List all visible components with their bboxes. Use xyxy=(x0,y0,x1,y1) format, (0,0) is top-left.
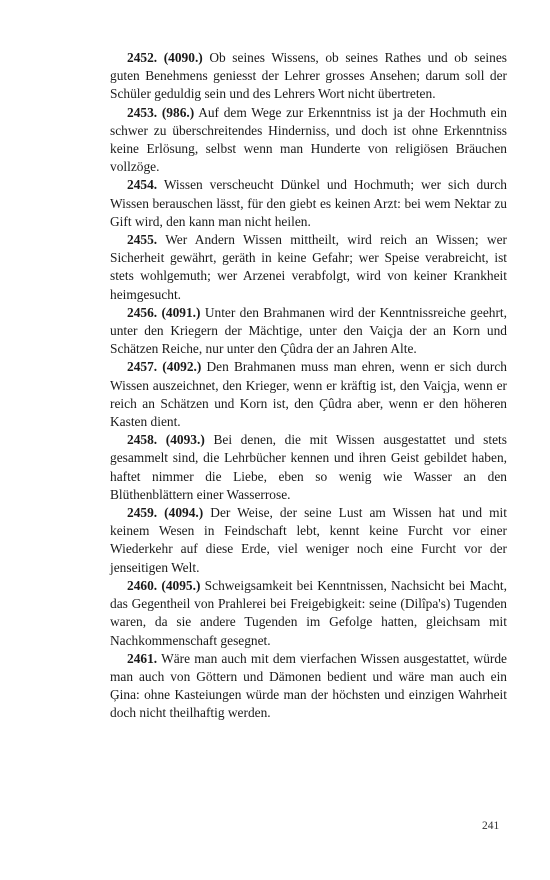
entry-number: 2458. (4093.) xyxy=(127,432,205,448)
entry-2459 xyxy=(110,504,507,577)
entry-text: Schweigsamkeit bei Kenntnissen, Nachsicht bei Macht, das Gegentheil von Prahlerei bei Freigebigkeit: seine (Dilîpa's) Tugenden waren, da sie andere Tugenden im Gefolge hatten, gleichsam mit Nachkommenschaft gesegnet. xyxy=(110,577,507,648)
entry-2454 xyxy=(110,176,507,231)
entry-text: Den Brahmanen muss man ehren, wenn er sich durch Wissen auszeichnet, den Krieger, wenn er kräftig ist, den Vaiçja, wenn er reich an Schätzen und Korn ist, den Çûdra aber, wenn er den höheren Kasten dient. xyxy=(110,359,507,430)
entry-2458 xyxy=(110,431,507,504)
entry-text: Wäre man auch mit dem vierfachen Wissen ausgestattet, würde man auch von Göttern und Dämonen bedient und wäre man auch ein Ģina: ohne Kasteiungen würde man der höchsten und einzigen Wahrheit doch nicht theilhaftig werden. xyxy=(110,650,507,721)
entry-2455 xyxy=(110,231,507,304)
entry-text: Auf dem Wege zur Erkenntniss ist ja der Hochmuth ein schwer zu überschreitendes Hinderniss, und doch ist ohne Erkenntniss keine Erlösung, selbst wenn man Hunderte von religiösen Bräuchen vollzöge. xyxy=(110,104,508,175)
entry-number: 2455. xyxy=(127,232,158,248)
entry-2460 xyxy=(110,577,507,650)
entry-text: Ob seines Wissens, ob seines Rathes und ob seines guten Benehmens geniesst der Lehrer grosses Ansehen; darum soll der Schüler geduldig sein und des Lehrers Wort nicht übertreten. xyxy=(110,50,507,102)
entry-text: Bei denen, die mit Wissen ausgestattet und stets gesammelt sind, die Lehrbücher kennen und ihren Geist gebildet haben, haftet nimmer die Liebe, eben so wenig wie Wasser an den Blüthenblättern einer Wasserrose. xyxy=(110,432,507,502)
entry-2456 xyxy=(110,304,507,359)
entry-text: Der Weise, der seine Lust am Wissen hat und mit keinem Wesen in Feindschaft lebt, kennt keine Furcht vor einer Wiederkehr auf diese Erde, viel weniger noch eine Furcht vor der jenseitigen Welt. xyxy=(110,505,507,575)
entry-number: 2460. (4095.) xyxy=(127,577,201,593)
entry-text: Unter den Brahmanen wird der Kenntnissreiche geehrt, unter den Kriegern der Mächtige, unter den Vaiçja der an Korn und Schätzen Reiche, nur unter den Çûdra der an Jahren Alte. xyxy=(110,304,507,357)
entry-2453 xyxy=(110,104,507,177)
entry-number: 2461. xyxy=(127,650,158,666)
entry-text: Wer Andern Wissen mittheilt, wird reich an Wissen; wer Sicherheit gewährt, geräth in keine Gefahr; wer Speise verabreicht, ist stets wohlgemuth; wer Arzenei verabfolgt, wird von keiner Krankheit heimgesucht. xyxy=(110,232,507,302)
entry-number: 2457. (4092.) xyxy=(127,359,202,375)
page-body xyxy=(110,49,507,723)
entry-number: 2456. (4091.) xyxy=(127,304,201,320)
entry-2457 xyxy=(110,358,507,431)
entry-2461 xyxy=(110,650,507,723)
entry-number: 2453. (986.) xyxy=(127,104,195,120)
page-number: 241 xyxy=(482,820,500,832)
entry-number: 2459. (4094.) xyxy=(127,505,204,521)
entry-2452 xyxy=(110,49,507,104)
entry-number: 2452. (4090.) xyxy=(127,50,203,65)
entry-number: 2454. xyxy=(127,177,158,193)
entry-text: Wissen verscheucht Dünkel und Hochmuth; wer sich durch Wissen berauschen lässt, für den giebt es keinen Arzt: bei wem Nektar zu Gift wird, den kann man nicht heilen. xyxy=(110,177,507,229)
